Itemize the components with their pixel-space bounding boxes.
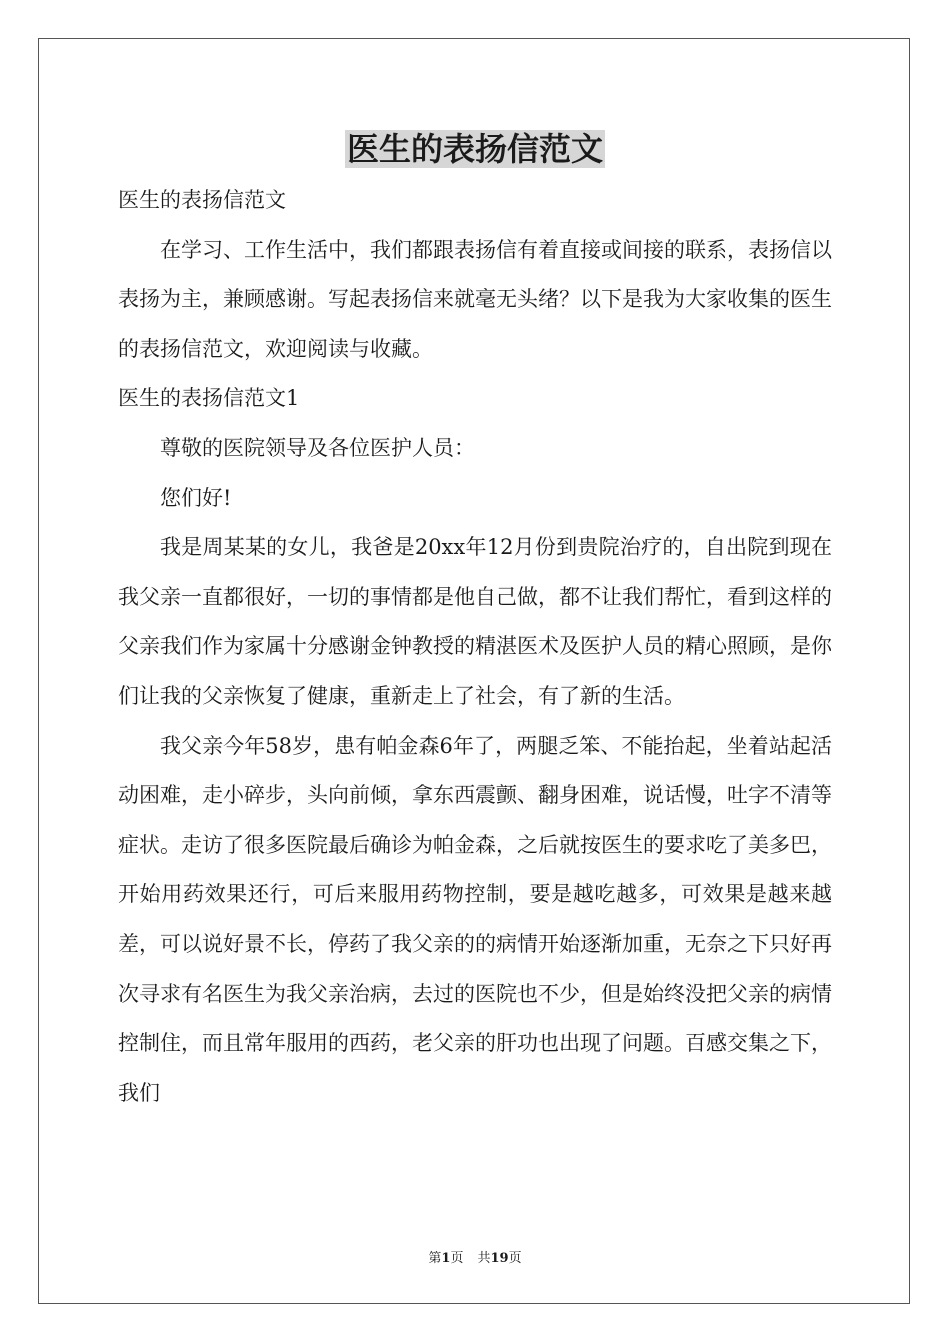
paragraph: 在学习、工作生活中，我们都跟表扬信有着直接或间接的联系，表扬信以表扬为主，兼顾感谢。写起表扬信来就毫无头绪？以下是我为大家收集的医生的表扬信范文，欢迎阅读与收藏。 <box>118 237 832 361</box>
footer-total-pages: 19 <box>490 1251 509 1266</box>
paragraph: 医生的表扬信范文1 <box>118 386 300 411</box>
document-body <box>118 176 832 1118</box>
footer-page-number: 1 <box>441 1251 451 1266</box>
footer-prefix: 第 <box>428 1251 442 1266</box>
page-footer <box>0 1250 950 1268</box>
paragraph: 我是周某某的女儿，我爸是20xx年12月份到贵院治疗的，自出院到现在我父亲一直都很好，一切的事情都是他自己做，都不让我们帮忙，看到这样的父亲我们作为家属十分感谢金钟教授的精湛医术及医护人员的精心照顾，是你们让我的父亲恢复了健康，重新走上了社会，有了新的生活。 <box>118 535 832 708</box>
document-title <box>0 128 950 170</box>
footer-total-prefix: 共 <box>477 1251 491 1266</box>
paragraph: 我父亲今年58岁，患有帕金森6年了，两腿乏笨、不能抬起，坐着站起活动困难，走小碎步，头向前倾，拿东西震颤、翻身困难，说话慢，吐字不清等症状。走访了很多医院最后确诊为帕金森，之后就按医生的要求吃了美多巴，开始用药效果还行，可后来服用药物控制，要是越吃越多，可效果是越来越差，可以说好景不长，停药了我父亲的的病情开始逐渐加重，无奈之下只好再次寻求有名医生为我父亲治病，去过的医院也不少，但是始终没把父亲的病情控制住，而且常年服用的西药，老父亲的肝功也出现了问题。百感交集之下，我们 <box>118 733 832 1105</box>
footer-page-suffix: 页 <box>450 1251 464 1266</box>
paragraph: 尊敬的医院领导及各位医护人员： <box>160 435 475 460</box>
paragraph: 医生的表扬信范文 <box>118 188 286 212</box>
document-title-text: 医生的表扬信范文 <box>346 130 603 168</box>
footer-total-suffix: 页 <box>508 1251 522 1266</box>
paragraph: 您们好! <box>160 485 232 510</box>
